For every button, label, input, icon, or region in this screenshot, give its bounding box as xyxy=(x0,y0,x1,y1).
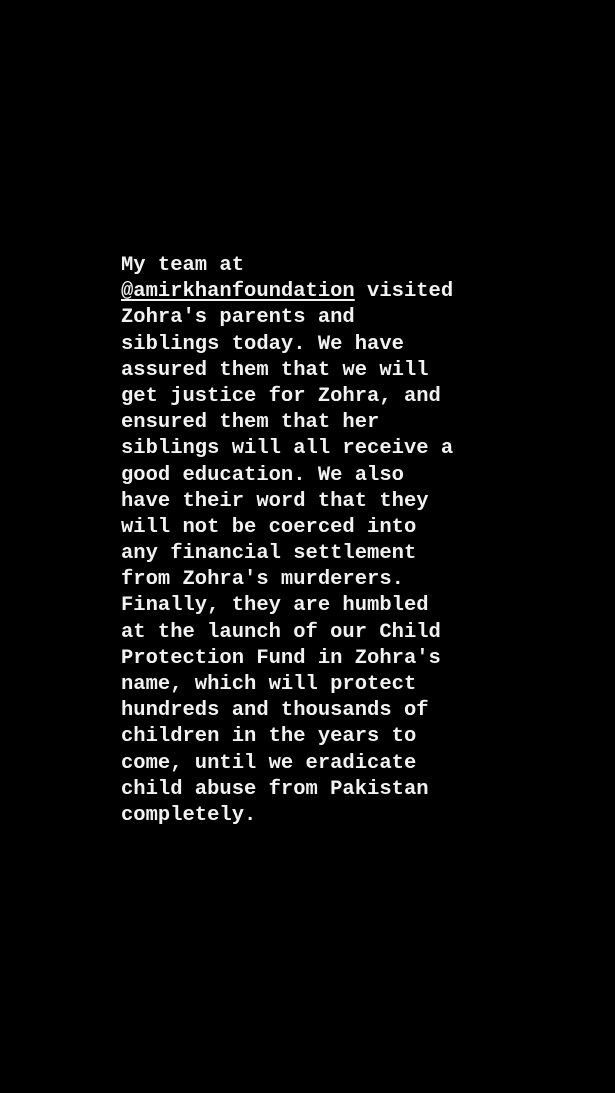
story-text-line-with-mention xyxy=(121,279,501,305)
story-text-line: good education. We also xyxy=(121,463,404,487)
story-text-line: name, which will protect xyxy=(121,673,417,696)
story-text-line: assured them that we will xyxy=(121,358,429,382)
story-text-line: Finally, they are humbled xyxy=(121,594,429,618)
story-text-line: get justice for Zohra, and xyxy=(121,384,441,408)
story-text-line: at the launch of our Child xyxy=(121,620,441,644)
story-text-line: siblings will all receive a xyxy=(121,437,454,461)
story-text-fragment: visited xyxy=(354,280,454,304)
story-text-block xyxy=(121,253,501,829)
story-text-line: siblings today. We have xyxy=(121,332,404,356)
story-text-line: have their word that they xyxy=(121,489,429,513)
story-text-line: from Zohra's murderers. xyxy=(121,568,404,592)
story-text-line: will not be coerced into xyxy=(121,515,417,539)
story-text-line: child abuse from Pakistan xyxy=(121,777,429,801)
story-text-line: Zohra's parents and xyxy=(121,306,355,330)
story-text-line: Protection Fund in Zohra's xyxy=(121,646,441,670)
story-text-line: hundreds and thousands of xyxy=(121,699,429,723)
story-text-line: My team at xyxy=(121,254,245,277)
story-text-line: ensured them that her xyxy=(121,411,380,435)
story-text-line: any financial settlement xyxy=(121,542,417,566)
story-text-line: come, until we eradicate xyxy=(121,751,417,775)
story-text-line: children in the years to xyxy=(121,725,417,749)
story-text-line: completely. xyxy=(121,803,257,827)
mention-link[interactable]: @amirkhanfoundation xyxy=(121,280,355,304)
